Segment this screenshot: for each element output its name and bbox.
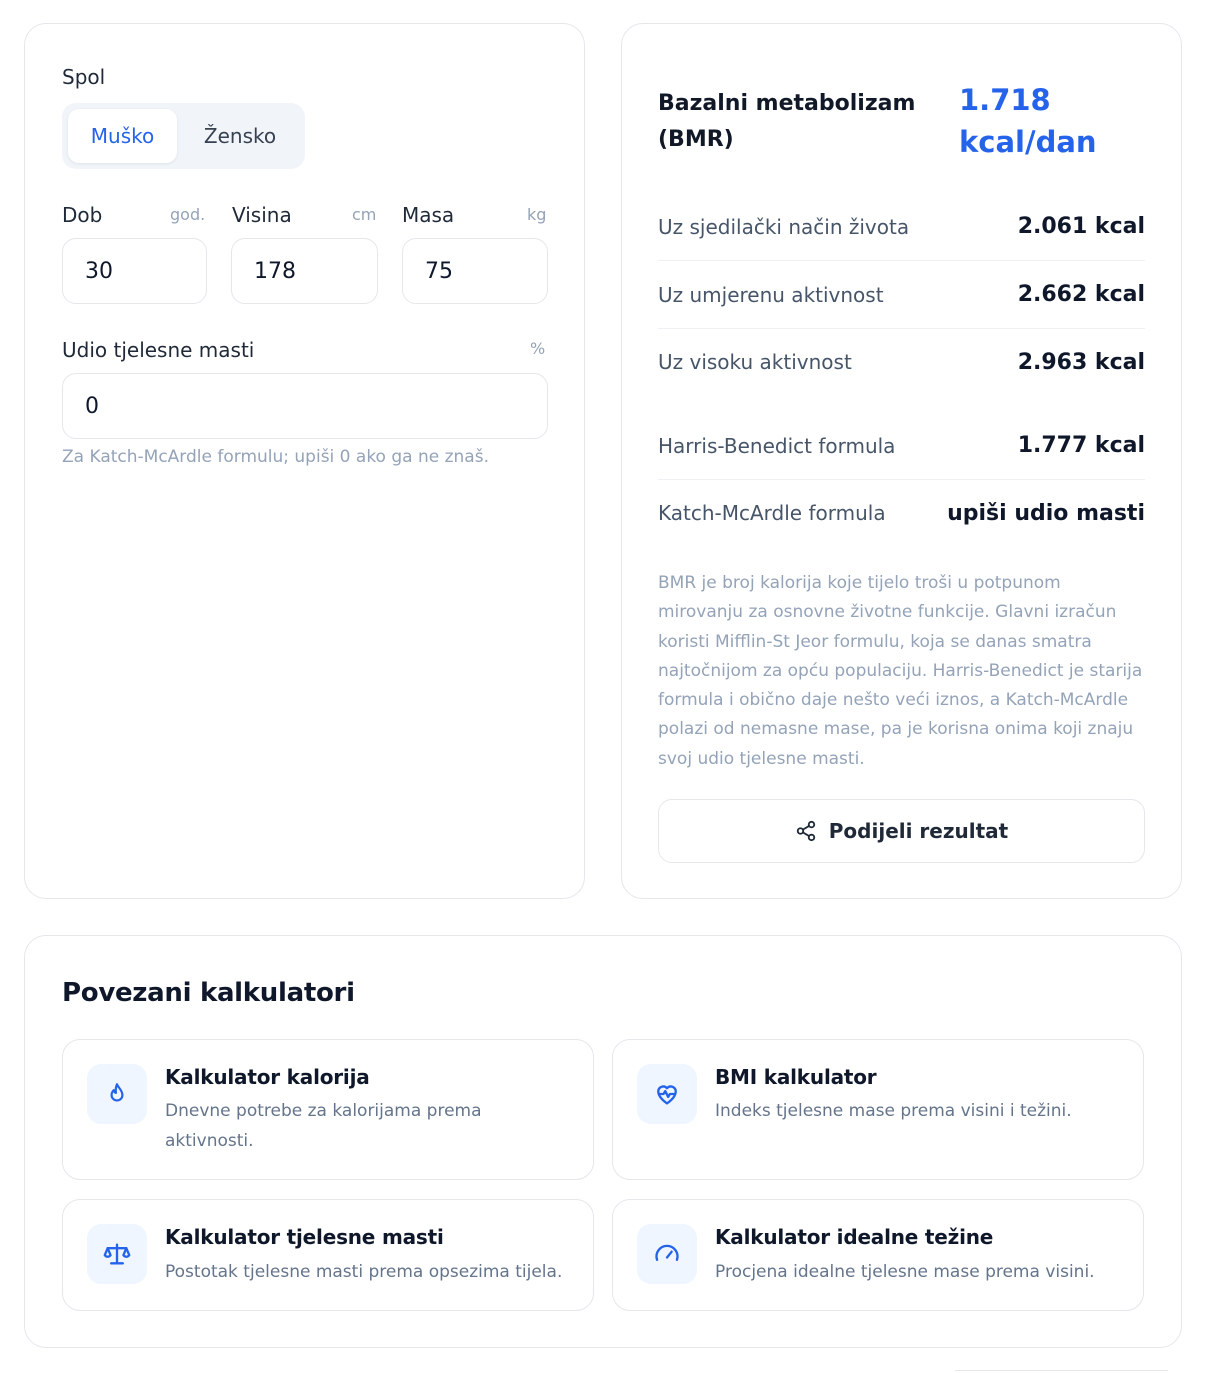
- gauge-icon: [637, 1224, 697, 1284]
- related-item-desc: Procjena idealne tjelesne mase prema visini.: [715, 1262, 1095, 1282]
- row-label: Uz sjedilački način života: [658, 214, 910, 239]
- row-label: Uz visoku aktivnost: [658, 350, 852, 374]
- related-item-desc: Dnevne potrebe za kalorijama prema aktivnosti.: [165, 1101, 482, 1151]
- share-result-button[interactable]: [658, 799, 1145, 863]
- row-label: Harris-Benedict formula: [658, 433, 896, 458]
- sex-option-male[interactable]: Muško: [68, 109, 177, 163]
- related-item-calories[interactable]: [62, 1039, 594, 1180]
- share-button-label: Podijeli rezultat: [828, 819, 1009, 843]
- row-label: Uz umjerenu aktivnost: [658, 282, 884, 307]
- row-value: 2.061 kcal: [1017, 214, 1145, 239]
- row-value: 2.963 kcal: [1017, 349, 1145, 375]
- results-card: [621, 23, 1182, 899]
- bodyfat-unit: %: [530, 339, 546, 358]
- height-input[interactable]: [231, 238, 378, 304]
- weight-unit: kg: [527, 205, 547, 224]
- related-item-name: Kalkulator kalorija: [165, 1065, 370, 1089]
- row-label: Katch-McArdle formula: [658, 501, 886, 525]
- age-input[interactable]: [62, 238, 207, 304]
- bodyfat-label: Udio tjelesne masti: [62, 338, 255, 362]
- age-label: Dob: [62, 203, 103, 227]
- height-unit: cm: [352, 205, 377, 224]
- heart-pulse-icon: [637, 1064, 697, 1124]
- related-item-name: Kalkulator idealne težine: [715, 1225, 994, 1249]
- related-item-bmi[interactable]: [612, 1039, 1144, 1180]
- related-item-desc: Indeks tjelesne mase prema visini i težini.: [715, 1101, 1072, 1121]
- bmr-description: BMR je broj kalorija koje tijelo troši u potpunom mirovanju za osnovne životne funkcije. Glavni izračun koristi Mifflin-St Jeor formulu, koja se danas smatra najtočnijom za opću populaciju. Harris-Benedict je starija formula i obično daje nešto veći iznos, a Katch-McArdle polazi od nemasne mase, pa je korisna onima koji znaju svoj udio tjelesne masti.: [658, 573, 1143, 769]
- weight-input[interactable]: [402, 238, 548, 304]
- activity-row-high: [658, 328, 1145, 396]
- height-label: Visina: [232, 203, 292, 227]
- row-value: 1.777 kcal: [1017, 433, 1145, 458]
- sex-toggle: [62, 103, 305, 169]
- formula-row-katch-mcardle: [658, 479, 1145, 547]
- related-item-ideal-weight[interactable]: [612, 1199, 1144, 1311]
- weight-label: Masa: [402, 203, 455, 227]
- sex-option-female[interactable]: Žensko: [203, 124, 277, 148]
- related-item-name: Kalkulator tjelesne masti: [165, 1225, 444, 1249]
- flame-icon: [87, 1064, 147, 1124]
- row-value: upiši udio masti: [947, 500, 1145, 526]
- activity-row-moderate: [658, 261, 1145, 329]
- bodyfat-hint: Za Katch-McArdle formulu; upiši 0 ako ga ne znaš.: [62, 447, 489, 467]
- bmr-value: 1.718 kcal/dan: [959, 83, 1097, 159]
- related-calculators-card: [24, 935, 1182, 1348]
- bmr-label: Bazalni metabolizam (BMR): [658, 91, 916, 152]
- input-form-card: [24, 23, 585, 899]
- age-unit: god.: [170, 205, 206, 224]
- bodyfat-input[interactable]: [62, 373, 548, 439]
- related-item-desc: Postotak tjelesne masti prema opsezima tijela.: [165, 1262, 563, 1282]
- related-item-name: BMI kalkulator: [715, 1065, 877, 1089]
- share-icon: [795, 820, 817, 842]
- related-item-body-fat[interactable]: [62, 1199, 594, 1311]
- activity-row-sedentary: [658, 193, 1145, 261]
- sex-label: Spol: [62, 65, 106, 89]
- formula-row-harris-benedict: [658, 412, 1145, 480]
- related-title: Povezani kalkulatori: [62, 978, 355, 1008]
- scale-icon: [87, 1224, 147, 1284]
- row-value: 2.662 kcal: [1017, 282, 1145, 307]
